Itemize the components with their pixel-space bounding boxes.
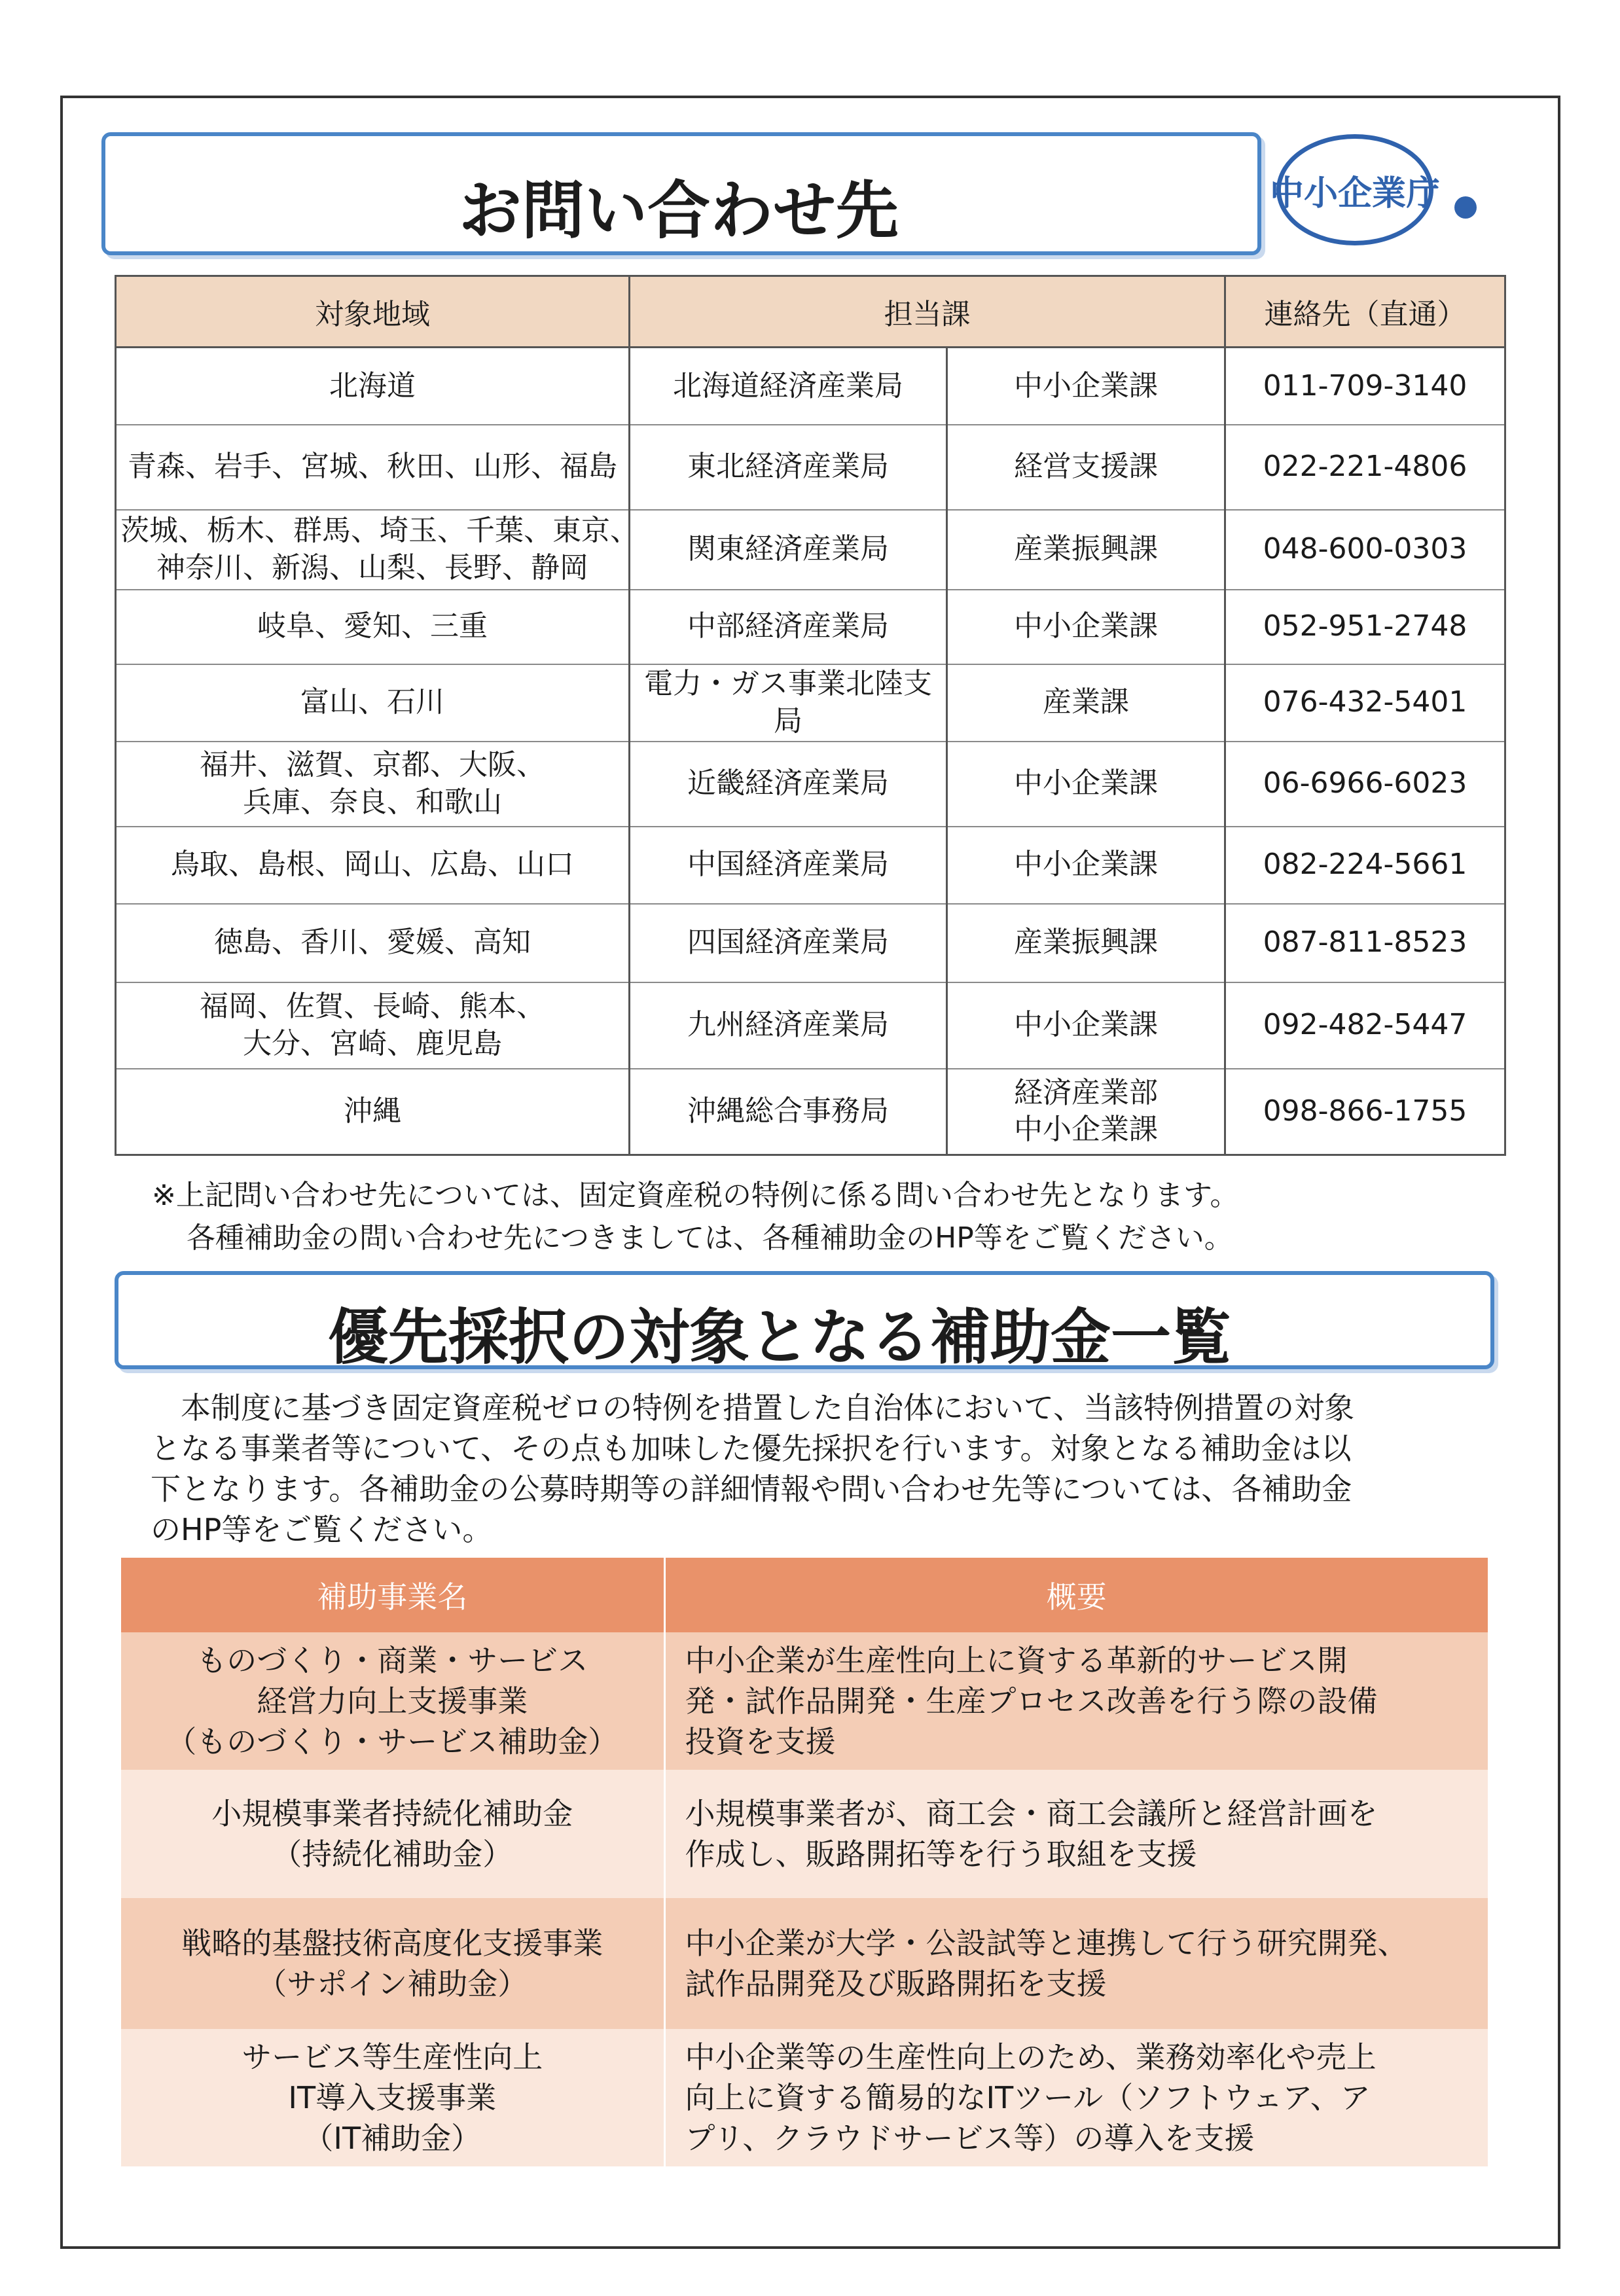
contact-section-banner <box>101 132 1261 255</box>
subsidy-table-header <box>121 1558 1488 1632</box>
phone-cell: 052-951-2748 <box>1225 590 1505 664</box>
phone-cell: 022-221-4806 <box>1225 425 1505 510</box>
contact-table-header <box>116 276 1505 348</box>
phone-cell: 098-866-1755 <box>1225 1069 1505 1155</box>
agency-logo-text: 中小企業庁 <box>1270 173 1441 213</box>
region-cell <box>116 348 630 425</box>
bureau-cell: 東北経済産業局 <box>630 425 947 510</box>
region-cell-line: 青森、岩手、宮城、秋田、山形、福島 <box>128 450 617 484</box>
division-cell-line: 中小企業課 <box>1014 848 1158 882</box>
subsidy-row <box>121 1770 1488 1898</box>
phone-cell: 06-6966-6023 <box>1225 742 1505 827</box>
logo-dot-icon <box>1454 196 1477 219</box>
contact-note-1: ※上記問い合わせ先については、固定資産税の特例に係る問い合わせ先となります。 <box>152 1179 1239 1212</box>
subsidy-summary-cell <box>664 1770 1488 1898</box>
header-division: 担当課 <box>630 276 1225 348</box>
subsidy-section-banner <box>115 1271 1494 1372</box>
region-cell-line: 大分、宮崎、鹿児島 <box>243 1026 502 1060</box>
bureau-cell: 四国経済産業局 <box>630 904 947 982</box>
subsidy-row <box>121 2029 1488 2166</box>
phone-cell: 011-709-3140 <box>1225 348 1505 425</box>
subsidy-name-cell <box>121 1898 664 2029</box>
contact-row <box>116 904 1505 982</box>
division-cell <box>947 590 1225 664</box>
subsidy-summary-cell <box>664 2029 1488 2166</box>
contact-row <box>116 425 1505 510</box>
intro-line: となる事業者等について、その点も加味した優先採択を行います。対象となる補助金は以 <box>151 1431 1352 1466</box>
subsidy-name-cell-line: IT導入支援事業 <box>288 2080 497 2115</box>
region-cell-line: 神奈川、新潟、山梨、長野、静岡 <box>156 550 588 584</box>
subsidy-table <box>121 1558 1488 2166</box>
region-cell-line: 岐阜、愛知、三重 <box>257 609 488 643</box>
region-cell-line: 兵庫、奈良、和歌山 <box>243 785 502 819</box>
intro-line: 下となります。各補助金の公募時期等の詳細情報や問い合わせ先等については、各補助金 <box>151 1471 1352 1507</box>
division-cell-line: 経済産業部 <box>1014 1075 1158 1109</box>
region-cell-line: 福岡、佐賀、長崎、熊本、 <box>200 990 545 1024</box>
header-subsidy-summary: 概要 <box>664 1558 1488 1632</box>
region-cell <box>116 590 630 664</box>
contact-row <box>116 510 1505 590</box>
contact-row <box>116 348 1505 425</box>
division-cell-line: 産業振興課 <box>1014 925 1158 960</box>
subsidy-summary-cell-line: 小規模事業者が、商工会・商工会議所と経営計画を <box>685 1796 1378 1831</box>
subsidy-summary-cell-line: 中小企業が大学・公設試等と連携して行う研究開発、 <box>685 1926 1408 1961</box>
contact-row <box>116 982 1505 1069</box>
subsidy-name-cell-line: ものづくり・商業・サービス <box>196 1643 588 1678</box>
division-cell-line: 中小企業課 <box>1014 1113 1158 1147</box>
subsidy-name-cell <box>121 1770 664 1898</box>
bureau-cell: 九州経済産業局 <box>630 982 947 1069</box>
division-cell <box>947 425 1225 510</box>
region-cell <box>116 425 630 510</box>
division-cell <box>947 904 1225 982</box>
subsidy-summary-cell-line: 作成し、販路開拓等を行う取組を支援 <box>685 1837 1197 1872</box>
contact-row <box>116 827 1505 904</box>
intro-line: 本制度に基づき固定資産税ゼロの特例を措置した自治体において、当該特例措置の対象 <box>181 1390 1355 1426</box>
division-cell-line: 中小企業課 <box>1014 1008 1158 1042</box>
subsidy-name-cell-line: サービス等生産性向上 <box>242 2039 543 2075</box>
division-cell <box>947 510 1225 590</box>
division-cell-line: 中小企業課 <box>1014 766 1158 800</box>
region-cell <box>116 1069 630 1155</box>
subsidy-summary-cell-line: 発・試作品開発・生産プロセス改善を行う際の設備 <box>685 1683 1378 1719</box>
phone-cell: 092-482-5447 <box>1225 982 1505 1069</box>
region-cell-line: 福井、滋賀、京都、大阪、 <box>200 748 545 782</box>
region-cell-line: 徳島、香川、愛媛、高知 <box>214 925 531 960</box>
subsidy-summary-cell <box>664 1898 1488 2029</box>
division-cell <box>947 827 1225 904</box>
contact-table <box>115 275 1506 1156</box>
division-cell-line: 産業課 <box>1043 685 1129 719</box>
subsidy-name-cell-line: （持続化補助金） <box>272 1837 513 1872</box>
subsidy-summary-cell <box>664 1632 1488 1770</box>
header-subsidy-name: 補助事業名 <box>121 1558 664 1632</box>
region-cell-line: 茨城、栃木、群馬、埼玉、千葉、東京、 <box>120 514 639 548</box>
subsidy-name-cell-line: （IT補助金） <box>303 2121 482 2156</box>
subsidy-section-title: 優先採択の対象となる補助金一覧 <box>328 1302 1232 1372</box>
subsidy-summary-cell-line: 向上に資する簡易的なITツール（ソフトウェア、ア <box>685 2080 1371 2115</box>
region-cell-line: 北海道 <box>329 368 416 403</box>
division-cell <box>947 982 1225 1069</box>
division-cell-line: 中小企業課 <box>1014 368 1158 403</box>
division-cell <box>947 664 1225 742</box>
subsidy-summary-cell-line: 中小企業等の生産性向上のため、業務効率化や売上 <box>685 2039 1377 2075</box>
subsidy-name-cell-line: （ものづくり・サービス補助金） <box>166 1724 619 1759</box>
bureau-cell: 中国経済産業局 <box>630 827 947 904</box>
subsidy-row <box>121 1898 1488 2029</box>
bureau-cell: 中部経済産業局 <box>630 590 947 664</box>
division-cell <box>947 348 1225 425</box>
bureau-cell: 北海道経済産業局 <box>630 348 947 425</box>
header-phone: 連絡先（直通） <box>1225 276 1505 348</box>
phone-cell: 082-224-5661 <box>1225 827 1505 904</box>
phone-cell: 076-432-5401 <box>1225 664 1505 742</box>
subsidy-name-cell-line: 経営力向上支援事業 <box>257 1683 528 1719</box>
bureau-cell: 近畿経済産業局 <box>630 742 947 827</box>
subsidy-name-cell-line: 戦略的基盤技術高度化支援事業 <box>181 1926 603 1961</box>
division-cell <box>947 742 1225 827</box>
bureau-cell: 関東経済産業局 <box>630 510 947 590</box>
subsidy-name-cell <box>121 1632 664 1770</box>
region-cell-line: 沖縄 <box>344 1094 401 1128</box>
contact-row <box>116 1069 1505 1155</box>
agency-logo <box>1270 134 1441 245</box>
division-cell-line: 中小企業課 <box>1014 609 1158 643</box>
region-cell <box>116 664 630 742</box>
subsidy-row <box>121 1632 1488 1770</box>
contact-section-title: お問い合わせ先 <box>459 174 899 247</box>
subsidy-summary-cell-line: 投資を支援 <box>685 1724 836 1759</box>
header-region: 対象地域 <box>116 276 630 348</box>
subsidy-name-cell <box>121 2029 664 2166</box>
subsidy-intro <box>151 1388 1354 1550</box>
region-cell <box>116 982 630 1069</box>
division-cell <box>947 1069 1225 1155</box>
subsidy-name-cell-line: （サポイン補助金） <box>257 1966 528 2001</box>
phone-cell: 048-600-0303 <box>1225 510 1505 590</box>
subsidy-summary-cell-line: 試作品開発及び販路開拓を支援 <box>685 1966 1107 2001</box>
subsidy-name-cell-line: 小規模事業者持続化補助金 <box>211 1796 573 1831</box>
region-cell <box>116 827 630 904</box>
region-cell-line: 鳥取、島根、岡山、広島、山口 <box>171 848 574 882</box>
contact-row <box>116 664 1505 742</box>
phone-cell: 087-811-8523 <box>1225 904 1505 982</box>
bureau-cell: 電力・ガス事業北陸支局 <box>630 664 947 742</box>
subsidy-summary-cell-line: プリ、クラウドサービス等）の導入を支援 <box>685 2121 1255 2156</box>
contact-note-2: 各種補助金の問い合わせ先につきましては、各種補助金のHP等をご覧ください。 <box>187 1221 1233 1255</box>
region-cell <box>116 510 639 590</box>
contact-row <box>116 742 1505 827</box>
division-cell-line: 経営支援課 <box>1014 450 1158 484</box>
subsidy-summary-cell-line: 中小企業が生産性向上に資する革新的サービス開 <box>685 1643 1348 1678</box>
region-cell <box>116 904 630 982</box>
contact-row <box>116 590 1505 664</box>
intro-line: のHP等をご覧ください。 <box>151 1512 493 1547</box>
region-cell-line: 富山、石川 <box>300 685 444 719</box>
bureau-cell: 沖縄総合事務局 <box>630 1069 947 1155</box>
division-cell-line: 産業振興課 <box>1014 532 1158 566</box>
region-cell <box>116 742 630 827</box>
